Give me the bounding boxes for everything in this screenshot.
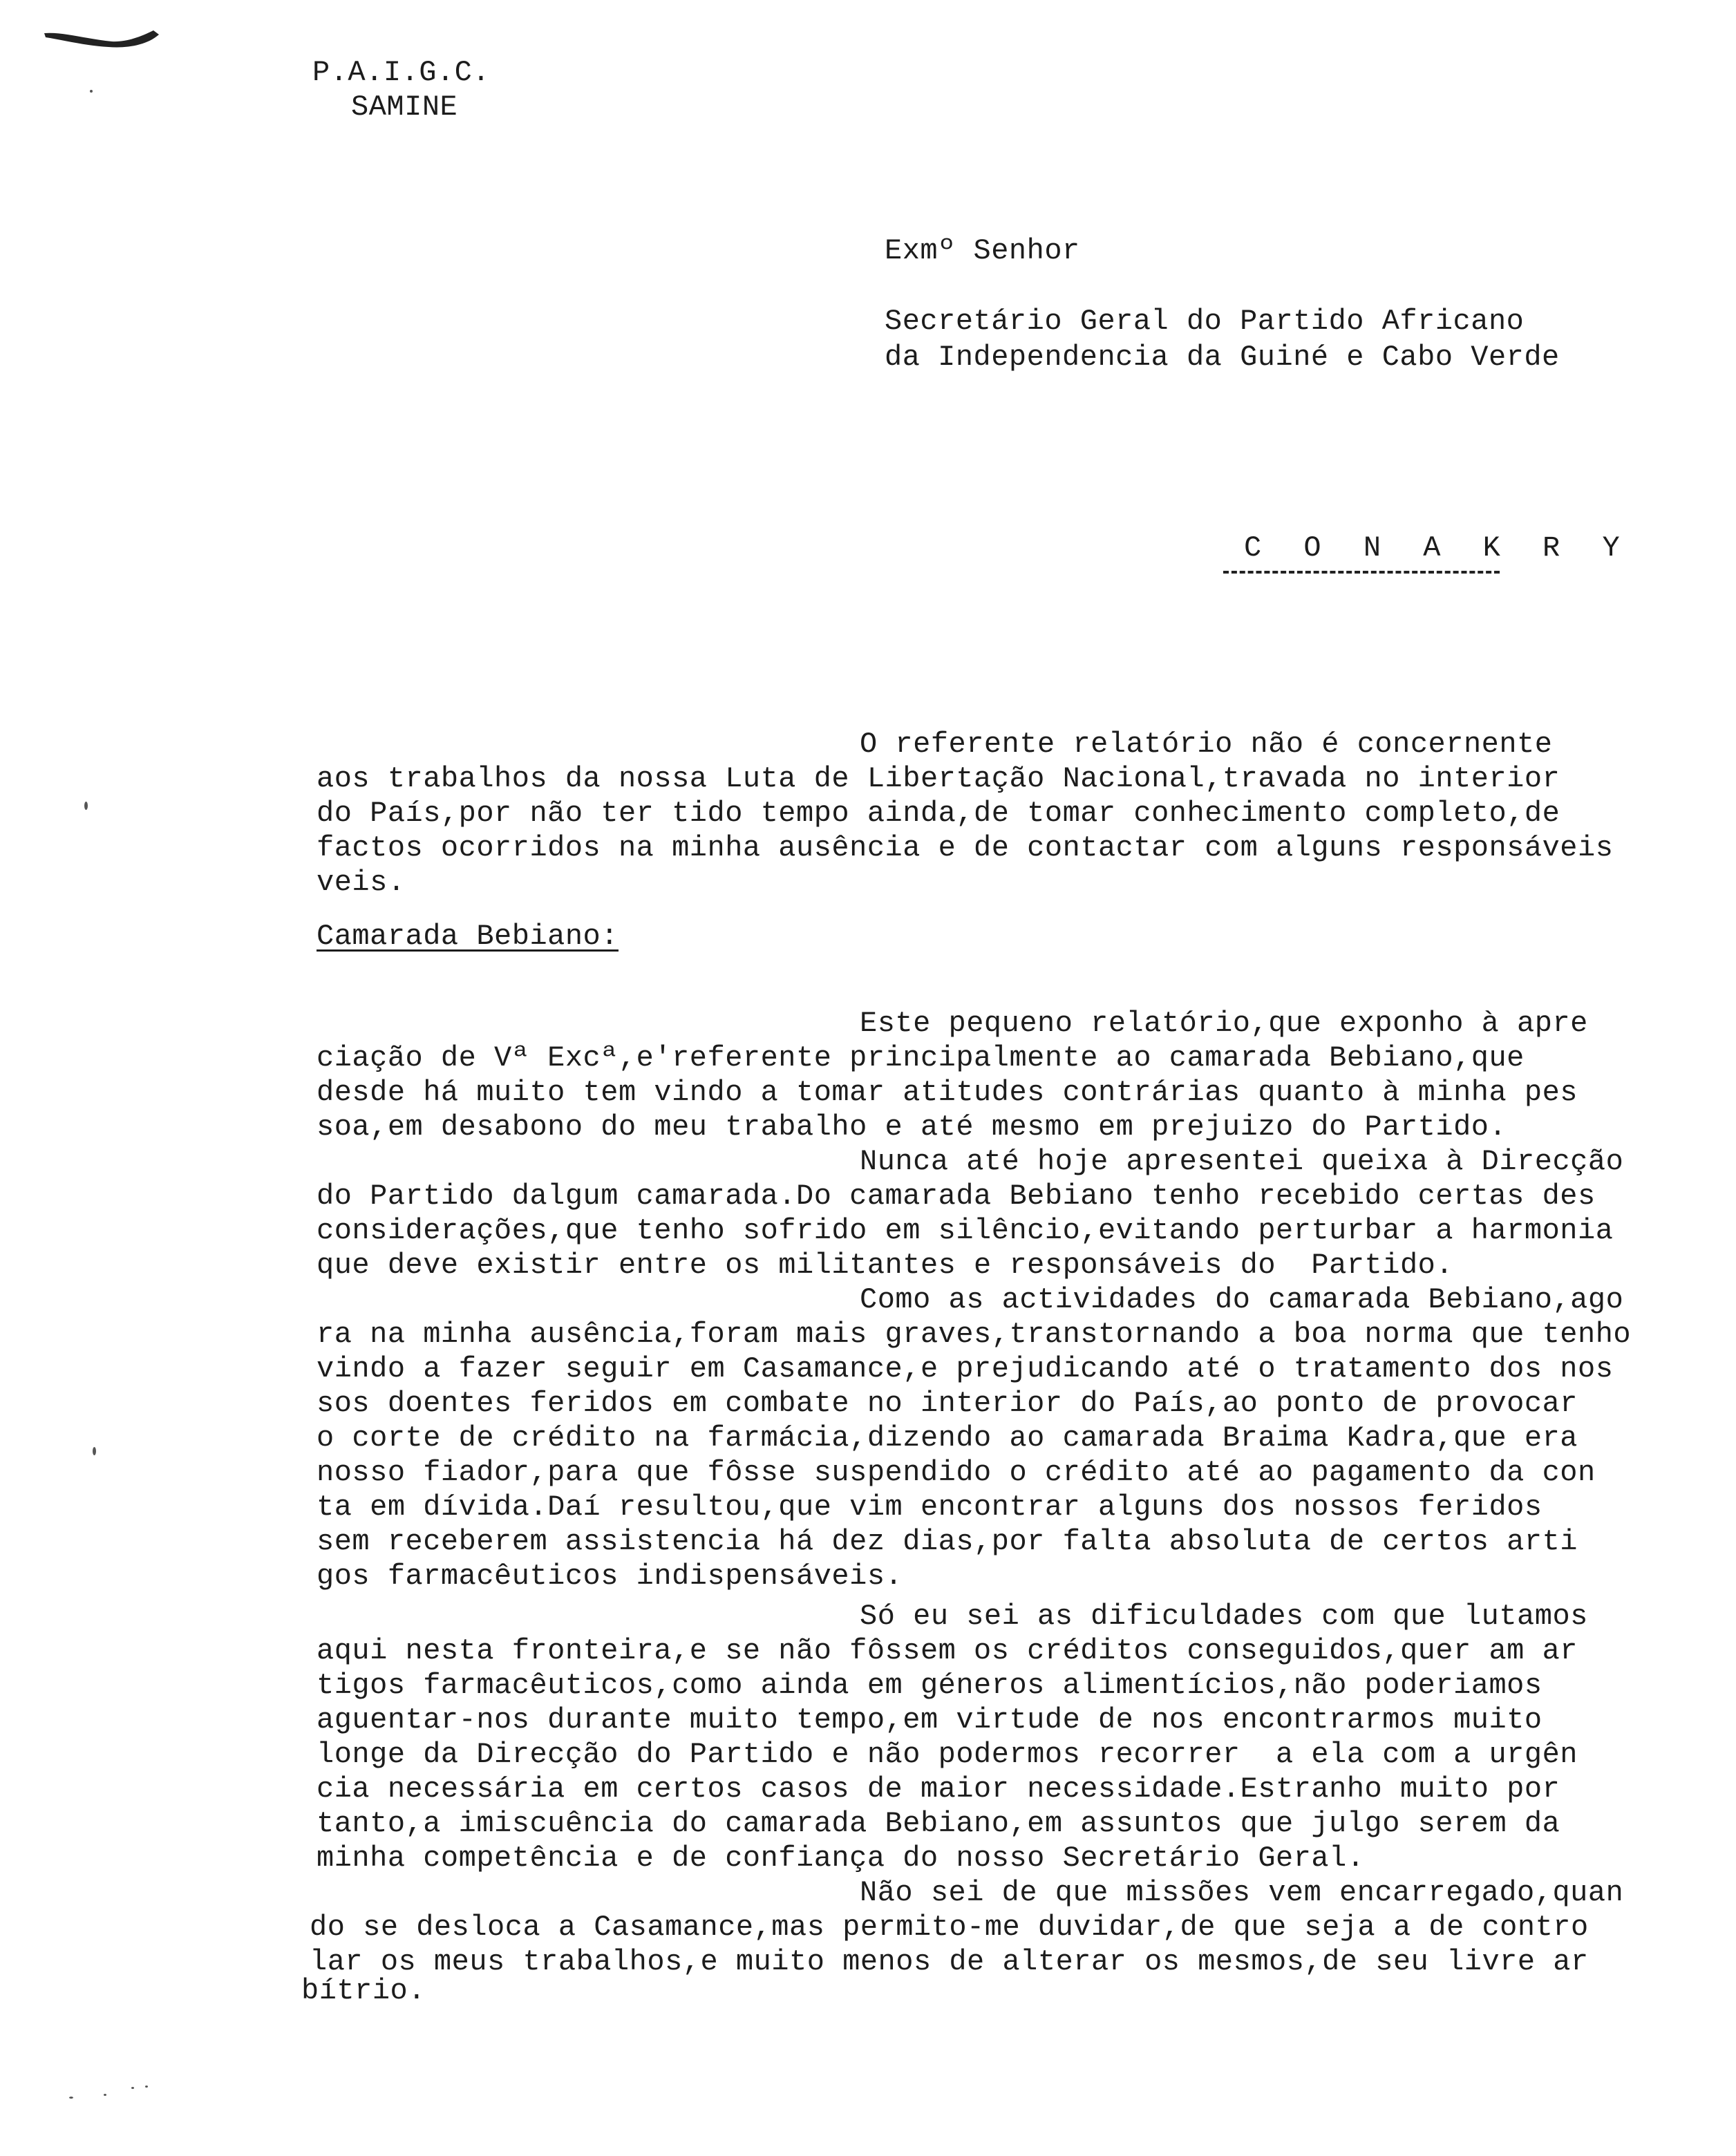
body-line: que deve existir entre os militantes e responsáveis do Partido. — [317, 1249, 1454, 1282]
body-line: aqui nesta fronteira,e se não fôssem os créditos conseguidos,quer am ar — [317, 1634, 1578, 1667]
margin-mark — [145, 2086, 148, 2088]
intro-line: factos ocorridos na minha ausência e de contactar com alguns responsáveis — [317, 831, 1614, 864]
body-line: nosso fiador,para que fôsse suspendido o crédito até ao pagamento da con — [317, 1456, 1596, 1489]
body-line: tigos farmacêuticos,como ainda em géneros alimentícios,não poderiamos — [317, 1669, 1542, 1702]
body-line: tanto,a imiscuência do camarada Bebiano,em assuntos que julgo serem da — [317, 1807, 1560, 1840]
body-line: Só eu sei as dificuldades com que lutamos — [860, 1600, 1588, 1633]
org-name: P.A.I.G.C. — [312, 56, 491, 89]
body-line: lar os meus trabalhos,e muito menos de alterar os mesmos,de seu livre ar — [310, 1945, 1589, 1978]
margin-mark — [104, 2094, 106, 2096]
recipient-line-1: Secretário Geral do Partido Africano — [885, 305, 1525, 338]
body-line: do Partido dalgum camarada.Do camarada Bebiano tenho recebido certas des — [317, 1180, 1596, 1213]
body-line: cia necessária em certos casos de maior necessidade.Estranho muito por — [317, 1772, 1560, 1806]
body-line: sem receberem assistencia há dez dias,por falta absoluta de certos arti — [317, 1525, 1578, 1558]
intro-line: O referente relatório não é concernente — [860, 728, 1553, 761]
salutation: Exmº Senhor — [885, 234, 1080, 267]
body-line: soa,em desabono do meu trabalho e até mesmo em prejuizo do Partido. — [317, 1110, 1507, 1144]
intro-line: aos trabalhos da nossa Luta de Libertação Nacional,travada no interior — [317, 762, 1560, 795]
body-line: o corte de crédito na farmácia,dizendo ao camarada Braima Kadra,que era — [317, 1421, 1578, 1455]
intro-line: veis. — [317, 866, 406, 899]
body-line: bítrio. — [301, 1974, 426, 2007]
body-line: Não sei de que missões vem encarregado,quan — [860, 1876, 1624, 1909]
recipient-line-2: da Independencia da Guiné e Cabo Verde — [885, 341, 1560, 374]
body-line: ta em dívida.Daí resultou,que vim encontrar alguns dos nossos feridos — [317, 1491, 1542, 1524]
body-line: minha competência e de confiança do nosso Secretário Geral. — [317, 1842, 1365, 1875]
section-heading: Camarada Bebiano: — [317, 920, 619, 953]
margin-mark — [84, 802, 88, 810]
city: C O N A K R Y — [1244, 531, 1632, 565]
body-line: ra na minha ausência,foram mais graves,transtornando a boa norma que tenho — [317, 1318, 1632, 1351]
margin-mark — [131, 2087, 134, 2089]
ink-smudge — [43, 25, 160, 51]
body-line: longe da Direcção do Partido e não podermos recorrer a ela com a urgên — [317, 1738, 1578, 1771]
body-line: do se desloca a Casamance,mas permito-me duvidar,de que seja a de contro — [310, 1911, 1589, 1944]
body-line: vindo a fazer seguir em Casamance,e prejudicando até o tratamento dos nos — [317, 1352, 1614, 1386]
place-name: SAMINE — [351, 91, 458, 124]
body-line: considerações,que tenho sofrido em silêncio,evitando perturbar a harmonia — [317, 1214, 1614, 1247]
body-line: Como as actividades do camarada Bebiano,ago — [860, 1283, 1624, 1316]
intro-line: do País,por não ter tido tempo ainda,de tomar conhecimento completo,de — [317, 797, 1560, 830]
body-line: Este pequeno relatório,que exponho à apre — [860, 1007, 1588, 1040]
margin-mark — [90, 90, 93, 93]
body-line: Nunca até hoje apresentei queixa à Direcção — [860, 1145, 1624, 1178]
body-line: ciação de Vª Excª,e'referente principalmente ao camarada Bebiano,que — [317, 1041, 1525, 1075]
margin-mark — [93, 1447, 96, 1455]
body-line: desde há muito tem vindo a tomar atitudes contrárias quanto à minha pes — [317, 1076, 1578, 1109]
margin-mark — [69, 2097, 73, 2099]
city-underline — [1223, 571, 1500, 574]
body-line: gos farmacêuticos indispensáveis. — [317, 1560, 903, 1593]
body-line: aguentar-nos durante muito tempo,em virtude de nos encontrarmos muito — [317, 1703, 1542, 1737]
body-line: sos doentes feridos em combate no interior do País,ao ponto de provocar — [317, 1387, 1578, 1420]
